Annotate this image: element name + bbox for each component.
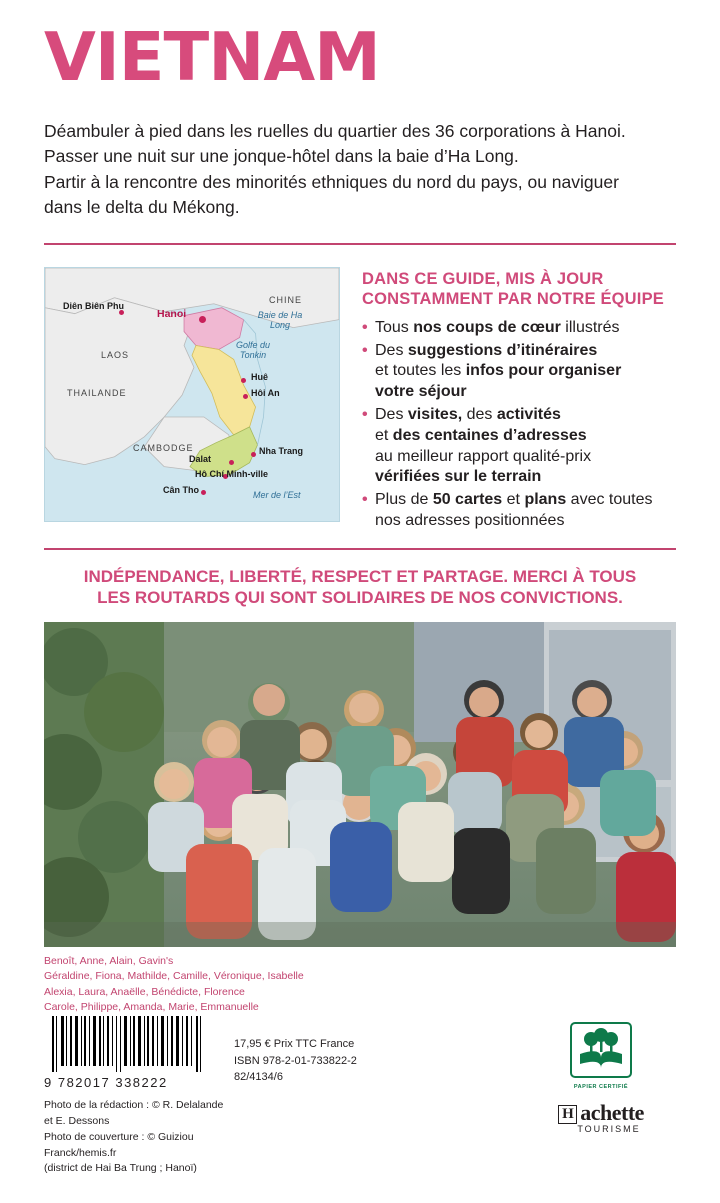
map-dot-nha-trang (251, 452, 256, 457)
middle-section (44, 267, 676, 534)
map-label-chine: CHINE (269, 294, 303, 305)
guide-heading-line1: DANS CE GUIDE, MIS À JOUR (362, 269, 604, 288)
team-photo-graphic (44, 622, 676, 947)
credit-line: Carole, Philippe, Amanda, Marie, Emmanuelle (44, 1000, 259, 1013)
map-dot-can-tho (201, 490, 206, 495)
map-label-hoi-an: Hôi An (251, 387, 280, 398)
intro-line: Déambuler à pied dans les ruelles du quartier des 36 corporations à Hanoi. (44, 121, 626, 141)
map-label-hanoi: Hanoi (157, 307, 187, 320)
publisher-name: achette (580, 1100, 644, 1126)
intro-paragraph (44, 119, 676, 221)
map-label-golfe-tonkin: Golfe du Tonkin (235, 339, 271, 360)
map-dot-hanoi (199, 316, 206, 323)
map-dot-hoi-an (243, 394, 248, 399)
guide-list (362, 318, 676, 532)
divider-bottom (44, 548, 676, 550)
slogan-line2: LES ROUTARDS QUI SONT SOLIDAIRES DE NOS CONVICTIONS. (97, 587, 623, 607)
photo-credits-names (44, 954, 676, 1015)
certified-paper-label: PAPIER CERTIFIÉ (573, 1084, 629, 1091)
guide-heading-line2: CONSTAMMENT PAR NOTRE ÉQUIPE (362, 290, 664, 309)
slogan-line1: INDÉPENDANCE, LIBERTÉ, RESPECT ET PARTAGE. MERCI À TOUS (83, 566, 637, 586)
list-item: • Des suggestions d’itinéraires et toutes les infos pour organiser votre séjour (362, 341, 676, 403)
publisher-mark: H (558, 1105, 577, 1124)
map-label-can-tho: Cân Tho (163, 484, 199, 495)
isbn-label: ISBN 978-2-01-733822-2 (234, 1054, 357, 1067)
map-label-laos: LAOS (101, 349, 130, 360)
slogan (44, 566, 676, 609)
list-item: • Tous nos coups de cœur illustrés (362, 318, 676, 339)
publisher-logo (526, 1100, 676, 1126)
price-label: 17,95 € Prix TTC France (234, 1038, 355, 1051)
photo-credit-line: Photo de la rédaction : © R. Delalande et E. Dessons (44, 1099, 224, 1127)
barcode-block (44, 1014, 224, 1177)
barcode-icon (44, 1014, 209, 1074)
certified-paper-icon (570, 1022, 632, 1078)
map-label-nha-trang: Nha Trang (259, 445, 304, 456)
divider-top (44, 243, 676, 245)
guide-highlights (362, 267, 676, 534)
credit-line: Alexia, Laura, Anaëlle, Bénédicte, Florence (44, 985, 245, 998)
map-label-dien-bien-phu: Diên Biên Phu (63, 300, 125, 311)
guide-heading (362, 269, 676, 310)
barcode-number: 9 782017 338222 (44, 1075, 168, 1091)
page-title: VIETNAM (44, 18, 380, 96)
intro-line: Passer une nuit sur une jonque-hôtel dans la baie d’Ha Long. (44, 146, 519, 167)
price-isbn-block (224, 1014, 526, 1086)
photo-credit-block (44, 1098, 224, 1177)
list-item: • Plus de 50 cartes et plans avec toutes nos adresses positionnées (362, 490, 676, 532)
team-photo (44, 622, 676, 947)
publisher-block (526, 1014, 676, 1134)
map-label-dalat: Dalat (189, 453, 212, 464)
map-label-ho-chi-minh: Hô Chí Minh-ville (195, 468, 268, 479)
publisher-subtitle: TOURISME (577, 1124, 641, 1135)
vietnam-map (44, 267, 340, 522)
intro-line: Partir à la rencontre des minorités ethniques du nord du pays, ou naviguer (44, 171, 619, 192)
map-label-thailande: THAILANDE (67, 387, 127, 398)
photo-credit-line: Photo de couverture : © Guiziou Franck/hemis.fr (44, 1130, 194, 1159)
intro-line: dans le delta du Mékong. (44, 197, 240, 218)
photo-credit-line: (district de Hai Ba Trung ; Hanoï) (44, 1162, 197, 1175)
map-label-baie-ha-long: Baie de Ha Long (257, 309, 303, 330)
map-label-mer-de-lest: Mer de l’Est (253, 489, 301, 500)
map-label-hue: Huê (251, 371, 269, 382)
list-item: • Des visites, des activités et des centaines d’adresses au meilleur rapport qualité-prix vérifiées sur le terrain (362, 405, 676, 488)
map-label-cambodge: CAMBODGE (133, 442, 194, 453)
credit-line: Géraldine, Fiona, Mathilde, Camille, Véronique, Isabelle (44, 970, 304, 983)
footer (44, 1014, 676, 1177)
map-dot-hue (241, 378, 246, 383)
credit-line: Benoît, Anne, Alain, Gavin's (44, 955, 174, 968)
internal-code: 82/4134/6 (234, 1071, 283, 1084)
map-dot-dalat (229, 460, 234, 465)
